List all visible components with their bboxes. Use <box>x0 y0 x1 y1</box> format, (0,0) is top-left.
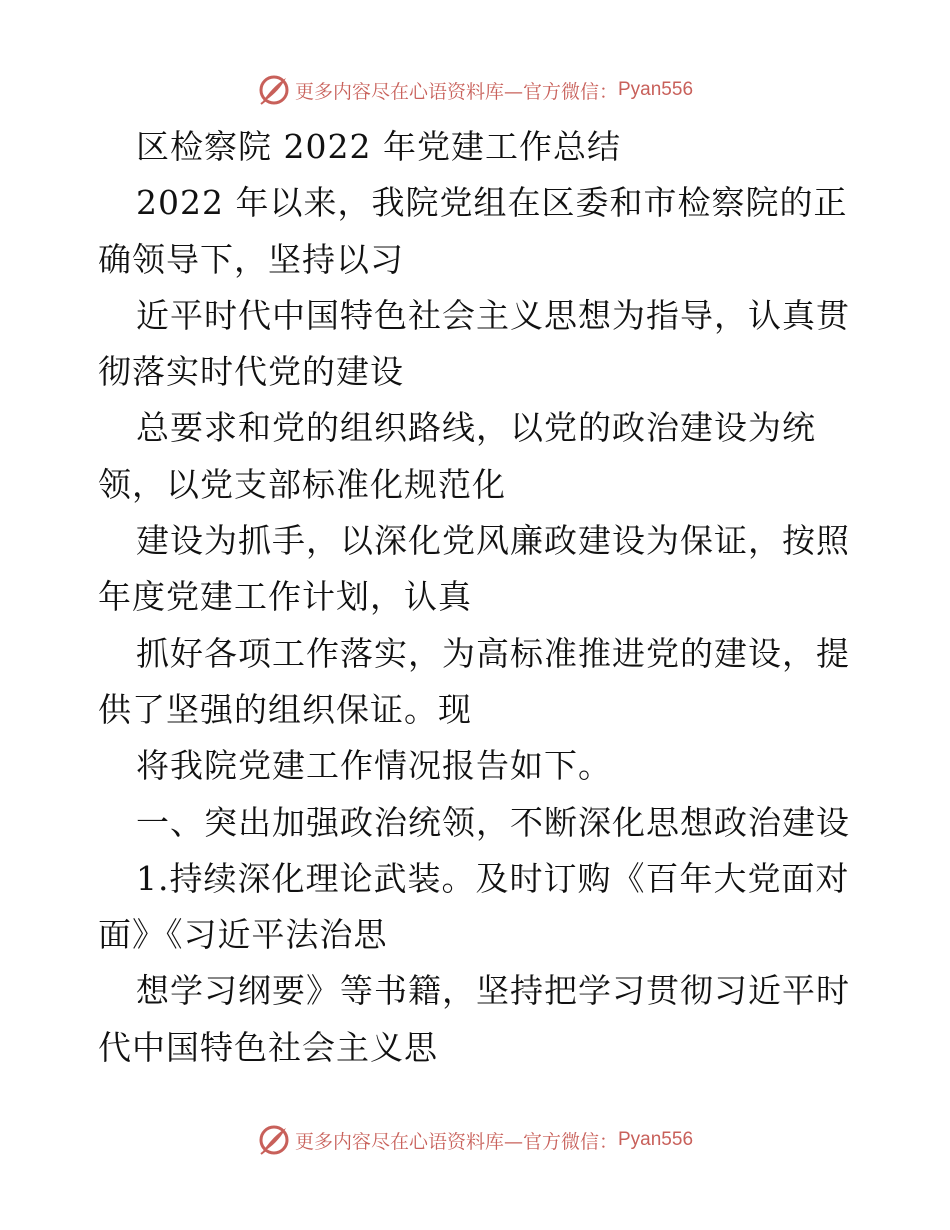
paragraph-line: 供了坚强的组织保证。现 <box>98 689 472 729</box>
paragraph-line: 彻落实时代党的建设 <box>98 352 404 392</box>
watermark-wechat-id: Pyan556 <box>618 1129 694 1150</box>
paragraph-line: 代中国特色社会主义思 <box>98 1027 438 1067</box>
feather-pen-logo-icon <box>257 1123 291 1157</box>
paragraph-line: 面》《习近平法治思 <box>98 915 388 955</box>
paragraph-line: 建设为抓手，以深化党风廉政建设为保证，按照 <box>136 521 850 561</box>
paragraph-line: 1.持续深化理论武装。及时订购《百年大党面对 <box>136 858 850 898</box>
paragraph-line: 2022 年以来，我院党组在区委和市检察院的正 <box>136 183 848 223</box>
watermark-wechat-id: Pyan556 <box>618 79 694 100</box>
section-heading: 一、突出加强政治统领，不断深化思想政治建设 <box>136 802 850 842</box>
document-body <box>98 124 858 1081</box>
paragraph-line: 确领导下，坚持以习 <box>98 239 404 279</box>
header-watermark <box>0 70 950 110</box>
paragraph-line: 年度党建工作计划，认真 <box>98 577 472 617</box>
feather-pen-logo-icon <box>257 73 291 107</box>
paragraph-line: 将我院党建工作情况报告如下。 <box>136 746 612 786</box>
watermark-text: 更多内容尽在心语资料库—官方微信： <box>294 1130 618 1153</box>
paragraph-line: 抓好各项工作落实，为高标准推进党的建设，提 <box>136 633 850 673</box>
paragraph-line: 领，以党支部标准化规范化 <box>98 464 506 504</box>
document-title: 区检察院 2022 年党建工作总结 <box>136 127 621 166</box>
footer-watermark <box>0 1120 950 1160</box>
paragraph-line: 想学习纲要》等书籍，坚持把学习贯彻习近平时 <box>136 971 850 1011</box>
paragraph-line: 近平时代中国特色社会主义思想为指导，认真贯 <box>136 295 850 335</box>
paragraph-line: 总要求和党的组织路线，以党的政治建设为统 <box>136 408 816 448</box>
watermark-text: 更多内容尽在心语资料库—官方微信： <box>294 80 618 103</box>
